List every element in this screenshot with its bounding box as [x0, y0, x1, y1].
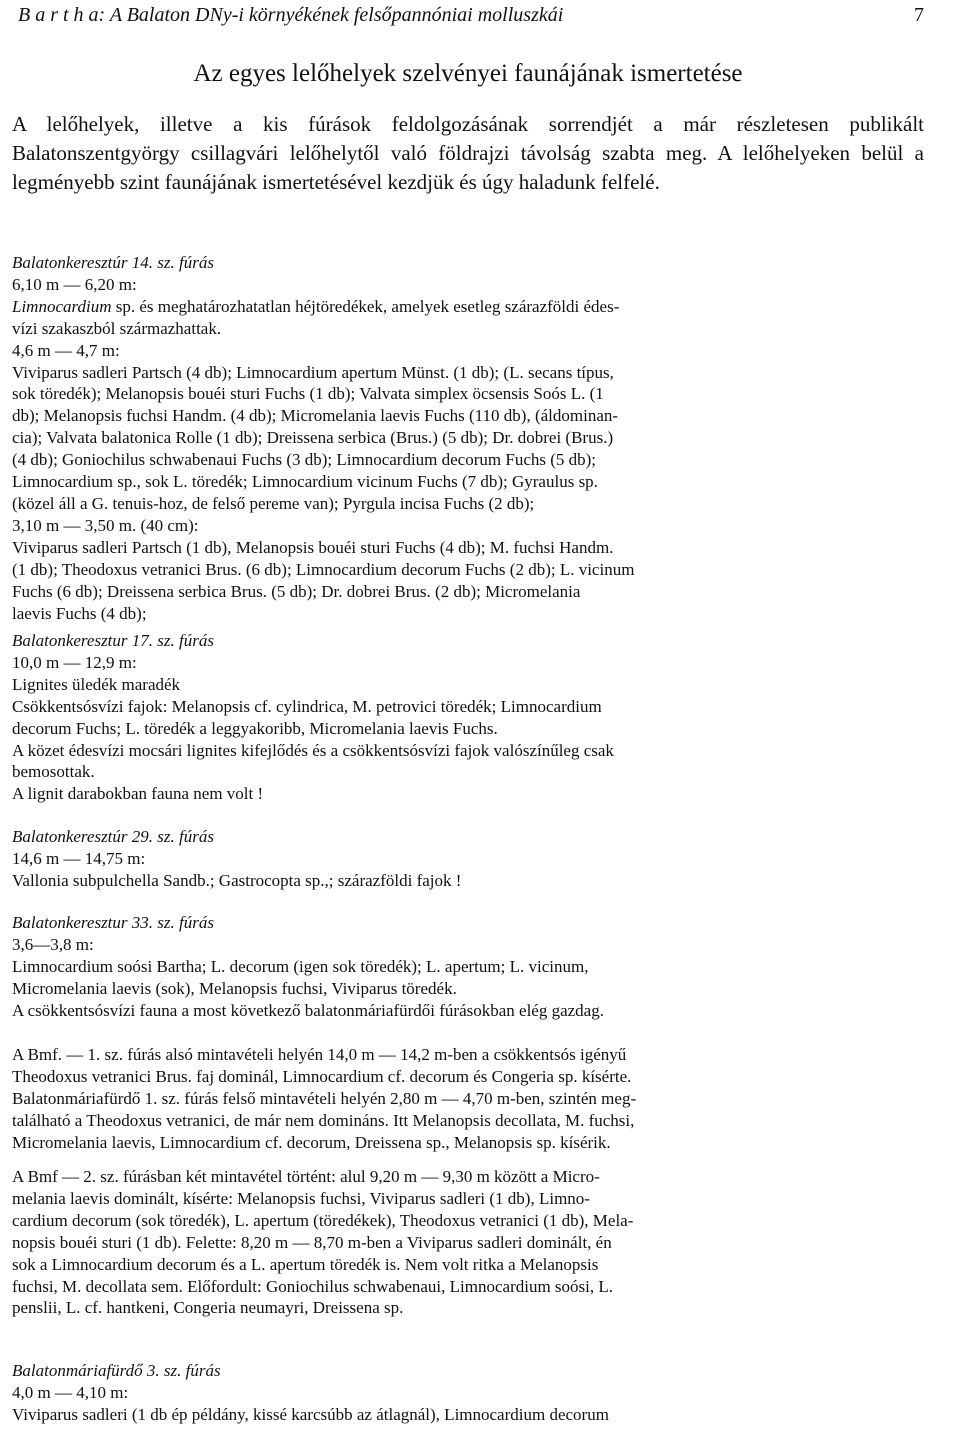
b33-heading: Balatonkeresztur 33. sz. fúrás: [12, 913, 214, 932]
bmf3-depth-1: 4,0 m — 4,10 m:: [12, 1382, 129, 1402]
b17-heading: Balatonkeresztur 17. sz. fúrás: [12, 631, 214, 650]
b14-list-line: Viviparus sadleri Partsch (4 db); Limnocardium apertum Münst. (1 db); (L. secans típus,: [12, 362, 614, 382]
bmf2-text-line: fuchsi, M. decollata sem. Előfordult: Goniochilus schwabenaui, Limnocardium soósi, L.: [12, 1276, 614, 1296]
b14-depth-1-text-b: vízi szakaszból származhattak.: [12, 318, 222, 338]
running-title: B a r t h a: A Balaton DNy-i környékének felsőpannóniai molluszkái: [18, 4, 564, 26]
running-header: [18, 4, 924, 27]
section-title: Az egyes lelőhelyek szelvényei faunájának ismertetése: [193, 60, 743, 87]
bmf1-text-line: található a Theodoxus vetranici, de már nem domináns. Itt Melanopsis decollata, M. fuchsi,: [12, 1110, 635, 1130]
section-bmf2: [12, 1166, 924, 1319]
bmf3-text-line: Viviparus sadleri (1 db ép példány, kissé karcsúbb az átlagnál), Limnocardium decorum: [12, 1404, 609, 1424]
section-b17: [12, 630, 924, 805]
b17-text-line: Csökkentsósvízi fajok: Melanopsis cf. cylindrica, M. petrovici töredék; Limnocardium: [12, 696, 602, 716]
b14-list-line: Viviparus sadleri Partsch (1 db), Melanopsis bouéi sturi Fuchs (4 db); M. fuchsi Handm.: [12, 537, 614, 557]
b14-list-line: Limnocardium sp., sok L. töredék; Limnocardium vicinum Fuchs (7 db); Gyraulus sp.: [12, 472, 598, 492]
bmf1-text-line: Micromelania laevis, Limnocardium cf. decorum, Dreissena sp., Melanopsis sp. kísérik.: [12, 1132, 611, 1152]
b14-list-line: Fuchs (6 db); Dreissena serbica Brus. (5 db); Dr. dobrei Brus. (2 db); Micromelania: [12, 581, 581, 601]
bmf3-heading: Balatonmáriafürdő 3. sz. fúrás: [12, 1361, 221, 1380]
section-bmf1: [12, 1044, 924, 1154]
section-b29: [12, 826, 924, 892]
b14-list-line: db); Melanopsis fuchsi Handm. (4 db); Micromelania laevis Fuchs (110 db), (áldominan-: [12, 406, 619, 426]
b33-text-line: A csökkentsósvízi fauna a most következő balatonmáriafürdői fúrásokban elég gazdag.: [12, 1000, 604, 1020]
bmf1-text-line: A Bmf. — 1. sz. fúrás alsó mintavételi helyén 14,0 m — 14,2 m-ben a csökkentsós igényű: [12, 1045, 627, 1064]
bmf2-text-line: sok a Limnocardium decorum és a L. apertum töredék is. Nem volt ritka a Melanopsis: [12, 1254, 599, 1274]
bmf2-text-line: A Bmf — 2. sz. fúrásban két mintavétel történt: alul 9,20 m — 9,30 m között a Micro-: [12, 1167, 600, 1186]
b14-taxon: Limnocardium: [12, 296, 112, 316]
bmf2-text-line: cardium decorum (sok töredék), L. apertum (töredékek), Theodoxus vetranici (1 db), Mela-: [12, 1210, 634, 1230]
b14-depth-3: 3,10 m — 3,50 m. (40 cm):: [12, 515, 199, 535]
b29-text-line: Vallonia subpulchella Sandb.; Gastrocopta sp.,; szárazföldi fajok !: [12, 870, 462, 890]
b17-text-line: Lignites üledék maradék: [12, 674, 181, 694]
bmf1-text-line: Theodoxus vetranici Brus. faj dominál, Limnocardium cf. decorum és Congeria sp. kísérte.: [12, 1066, 632, 1086]
bmf2-text-line: nopsis bouéi sturi (1 db). Felette: 8,20 m — 8,70 m-ben a Viviparus sadleri dominált, én: [12, 1232, 612, 1252]
b14-list-line: (1 db); Theodoxus vetranici Brus. (6 db); Limnocardium decorum Fuchs (2 db); L. vicinum: [12, 559, 635, 579]
b17-text-line: A lignit darabokban fauna nem volt !: [12, 784, 264, 804]
b14-list-line: cia); Valvata balatonica Rolle (1 db); Dreissena serbica (Brus.) (5 db); Dr. dobrei (Brus.): [12, 428, 614, 448]
b14-list-line: laevis Fuchs (4 db);: [12, 603, 147, 623]
b14-depth-1: 6,10 m — 6,20 m:: [12, 274, 137, 294]
b17-text-line: bemosottak.: [12, 762, 95, 782]
bmf2-text-line: penslii, L. cf. hantkeni, Congeria neumayri, Dreissena sp.: [12, 1298, 404, 1318]
b14-list-line: sok töredék); Melanopsis bouéi sturi Fuchs (1 db); Valvata simplex öcsensis Soós L. (1: [12, 384, 604, 404]
bmf2-text-line: melania laevis dominált, kísérte: Melanopsis fuchsi, Viviparus sadleri (1 db), Limno-: [12, 1188, 590, 1208]
b14-depth-2: 4,6 m — 4,7 m:: [12, 340, 120, 360]
b33-text-line: Limnocardium soósi Bartha; L. decorum (igen sok töredék); L. apertum; L. vicinum,: [12, 956, 589, 976]
section-b14: [12, 252, 924, 624]
b29-depth-1: 14,6 m — 14,75 m:: [12, 848, 146, 868]
intro-paragraph: A lelőhelyek, illetve a kis fúrások feldolgozásának sorrendjét a már részletesen publikált Balatonszentgyörgy csillagvári lelőhelytől való földrajzi távolság szabta meg. A lelőhelyeken belül a legményebb szint faunájának ismertetésével kezdjük és úgy haladunk felfelé.: [12, 112, 924, 194]
section-bmf3: [12, 1360, 924, 1426]
b17-depth-1: 10,0 m — 12,9 m:: [12, 652, 137, 672]
bmf1-text-line: Balatonmáriafürdő 1. sz. fúrás felső mintavételi helyén 2,80 m — 4,70 m-ben, szintén meg-: [12, 1088, 637, 1108]
b17-text-line: decorum Fuchs; L. töredék a leggyakoribb, Micromelania laevis Fuchs.: [12, 718, 498, 738]
b33-text-line: Micromelania laevis (sok), Melanopsis fuchsi, Viviparus töredék.: [12, 978, 457, 998]
b14-heading: Balatonkeresztúr 14. sz. fúrás: [12, 253, 214, 272]
page-number: 7: [914, 4, 924, 26]
b29-heading: Balatonkeresztúr 29. sz. fúrás: [12, 827, 214, 846]
b14-list-line: (közel áll a G. tenuis-hoz, de felső pereme van); Pyrgula incisa Fuchs (2 db);: [12, 493, 535, 513]
b14-list-line: (4 db); Goniochilus schwabenaui Fuchs (3 db); Limnocardium decorum Fuchs (5 db);: [12, 450, 597, 470]
b33-depth-1: 3,6—3,8 m:: [12, 934, 94, 954]
section-b33: [12, 912, 924, 1022]
b14-depth-1-text-a: Limnocardium sp. és meghatározhatatlan héjtöredékek, amelyek esetleg szárazföldi édes-: [12, 296, 620, 316]
b17-text-line: A közet édesvízi mocsári lignites kifejlődés és a csökkentsósvízi fajok valószínűleg csak: [12, 740, 614, 760]
